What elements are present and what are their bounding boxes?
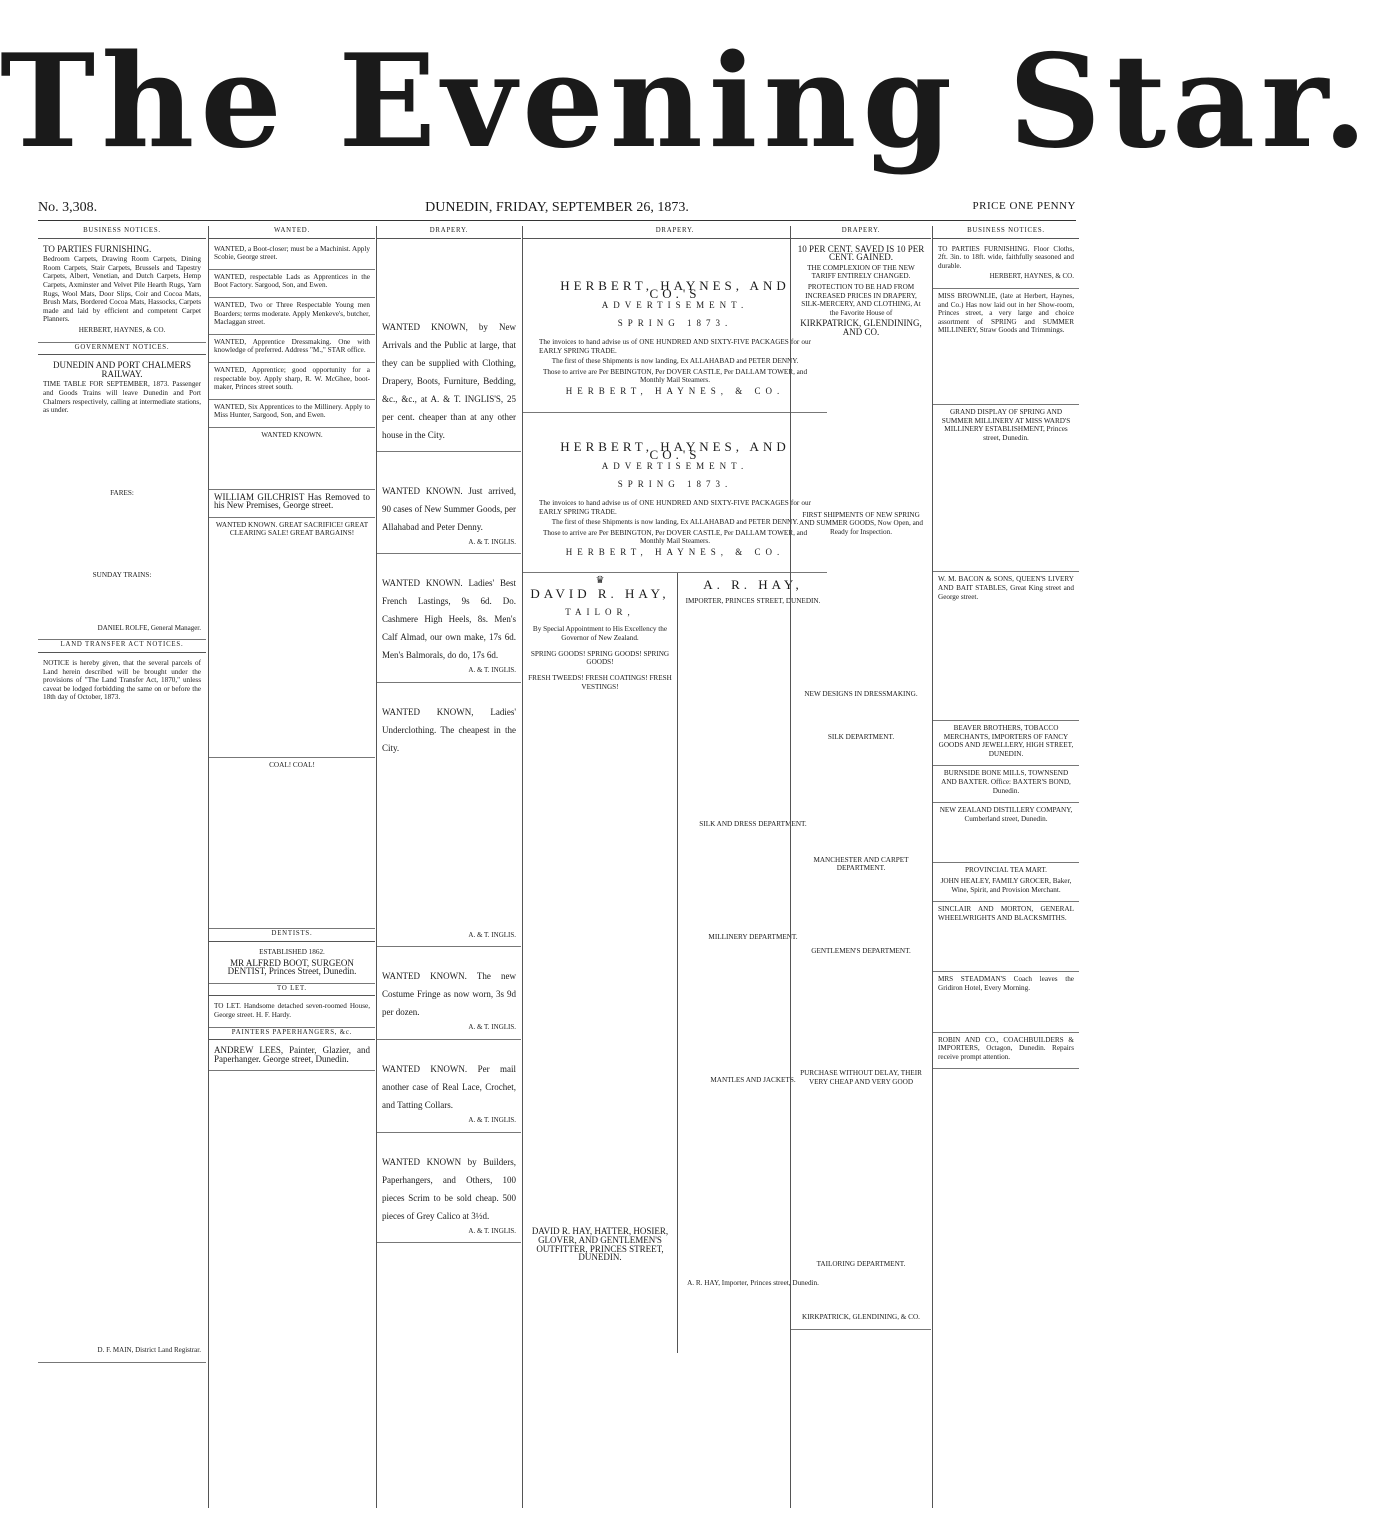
- ad-body: SPRING GOODS! SPRING GOODS! SPRING GOODS!: [530, 649, 670, 667]
- ad-body: ROBIN AND CO., COACHBUILDERS & IMPORTERS, Octagon, Dunedin. Repairs receive prompt attention.: [938, 1035, 1074, 1061]
- ad-subtitle: ADVERTISEMENT.: [601, 299, 749, 310]
- advertisement: [933, 863, 1079, 902]
- ad-body: WANTED, Apprentice; good opportunity for a respectable boy. Apply sharp, R. W. McGhee, boot-maker, Princes street south.: [214, 365, 370, 392]
- newspaper-title: The Evening Star.: [0, 27, 1373, 177]
- ad-subtitle: TAILORING DEPARTMENT.: [816, 1260, 906, 1269]
- advertisement: [377, 554, 521, 683]
- ad-text-block: [938, 924, 1074, 964]
- ad-text-block: [938, 603, 1074, 713]
- ad-subtitle: ADVERTISEMENT.: [601, 460, 749, 471]
- ad-text-block: [214, 442, 370, 482]
- dateline: [38, 200, 1076, 221]
- ad-body: WANTED KNOWN. Per mail another case of Real Lace, Crochet, and Tatting Collars.: [382, 1063, 516, 1110]
- ad-subtitle: SPRING 1873.: [617, 479, 733, 490]
- ad-subtitle: TAILOR,: [565, 606, 635, 617]
- advertisement: [933, 766, 1079, 803]
- ad-body: JOHN HEALEY, FAMILY GROCER, Baker, Wine, Spirit, and Provision Merchant.: [940, 877, 1072, 894]
- column-heading: BUSINESS NOTICES.: [933, 226, 1079, 239]
- advertisement: [377, 947, 521, 1040]
- ad-text-block: [214, 771, 370, 921]
- ad-signature: KIRKPATRICK, GLENDINING, & CO.: [802, 1313, 920, 1322]
- column-heading: GOVERNMENT NOTICES.: [38, 343, 206, 356]
- ad-body: WANTED KNOWN. The new Costume Fringe as now worn, 3s 9d per dozen.: [382, 971, 516, 1018]
- ad-body: WANTED KNOWN, by New Arrivals and the Public at large, that they can be supplied with Clothing, Drapery, Boots, Furniture, Bedding, &c., &c., at A. & T. INGLIS'S, 25 per cent. cheaper than at any other house in the City.: [382, 321, 516, 440]
- ad-subtitle: FIRST SHIPMENTS OF NEW SPRING AND SUMMER GOODS, Now Open, and Ready for Inspection.: [799, 510, 923, 536]
- ad-title: PROVINCIAL TEA MART.: [965, 866, 1047, 875]
- ad-text-block: [796, 1271, 926, 1311]
- ad-body: WANTED, respectable Lads as Apprentices in the Boot Factory. Sargood, Son, and Ewen.: [214, 272, 370, 290]
- advertisement: [933, 572, 1079, 721]
- ad-body: WANTED, Six Apprentices to the Millinery. Apply to Miss Hunter, Sargood, Son, and Ewen.: [214, 402, 370, 420]
- ad-body: WANTED KNOWN. Just arrived, 90 cases of New Summer Goods, per Allahabad and Peter Denny.: [382, 485, 516, 532]
- ad-subtitle: GENTLEMEN'S DEPARTMENT.: [811, 946, 911, 955]
- column-heading: DRAPERY.: [523, 226, 827, 239]
- column-heading: TO LET.: [209, 984, 375, 997]
- ad-text-block: [796, 744, 926, 854]
- ad-body: The first of these Shipments is now landing, Ex ALLAHABAD and PETER DENNY.: [551, 518, 799, 527]
- ad-body: NEW ZEALAND DISTILLERY COMPANY, Cumberland street, Dunedin.: [939, 806, 1073, 823]
- ad-subtitle: MILLINERY DEPARTMENT.: [708, 933, 798, 942]
- ad-title: A. R. HAY,: [703, 577, 803, 593]
- ad-subtitle: SPRING 1873.: [617, 318, 733, 329]
- ad-signature: A. & T. INGLIS.: [468, 930, 516, 939]
- ad-body: WANTED KNOWN. Ladies' Best French Lastings, 9s 6d. Do. Cashmere High Heels, 8s. Men's Calf Almad, our own make, 17s 6d. Men's Balmorals, do do, 17s 6d.: [382, 578, 516, 661]
- ad-body: GRAND DISPLAY OF SPRING AND SUMMER MILLINERY AT MISS WARD'S MILLINERY ESTABLISHMENT, Princes street, Dunedin.: [941, 407, 1071, 442]
- ad-body: BEAVER BROTHERS, TOBACCO MERCHANTS, IMPORTERS OF FANCY GOODS AND JEWELLERY, HIGH STREET, DUNEDIN.: [938, 724, 1074, 758]
- ad-body: TO LET. Handsome detached seven-roomed House, George street. H. F. Hardy.: [214, 1002, 370, 1020]
- advertisement: [377, 1040, 521, 1133]
- ad-body: PROTECTION TO BE HAD FROM INCREASED PRICES IN DRAPERY, SILK-MERCERY, AND CLOTHING, At the Favorite House of: [801, 282, 921, 317]
- ad-signature: D. F. MAIN, District Land Registrar.: [97, 1346, 201, 1355]
- ad-text-block: [796, 538, 926, 688]
- david-hay-ad: [523, 573, 678, 1353]
- ad-text-block: [938, 825, 1074, 855]
- advertisement: [209, 363, 375, 400]
- ad-body: The invoices to hand advise us of ONE HUNDRED AND SIXTY-FIVE PACKAGES for our EARLY SPRING TRADE.: [539, 498, 811, 516]
- ad-body: WANTED KNOWN. GREAT SACRIFICE! GREAT CLEARING SALE! GREAT BARGAINS!: [215, 520, 369, 538]
- ad-body: NOTICE is hereby given, that the several parcels of Land herein described will be brought under the provisions of "The Land Transfer Act, 1870," unless caveat be lodged forbidding the same on or before the 18th day of October, 1873.: [43, 659, 201, 702]
- advertisement: [209, 945, 375, 984]
- advertisement: [933, 721, 1079, 766]
- ad-body: MISS BROWNLIE, (late at Herbert, Haynes, and Co.) Has now laid out in her Show-room, Princes street, a very large and choice assortment of SPRING and SUMMER MILLINERY, Straw Goods and Trimmings.: [938, 291, 1074, 335]
- ad-body: Those to arrive are Per BEBINGTON, Per DOVER CASTLE, Per DALLAM TOWER, and Monthly Mail Steamers.: [542, 528, 808, 546]
- ad-body: TO PARTIES FURNISHING. Floor Cloths, 2ft. 3in. to 18ft. wide, faithfully seasoned and durable.: [938, 244, 1074, 270]
- ad-title: DAVID R. HAY,: [530, 586, 670, 602]
- ad-subtitle: THE COMPLEXION OF THE NEW TARIFF ENTIRELY CHANGED.: [807, 263, 915, 281]
- ad-body: Those to arrive are Per BEBINGTON, Per DOVER CASTLE, Per DALLAM TOWER, and Monthly Mail Steamers.: [542, 367, 808, 385]
- ad-text-block: [796, 701, 926, 731]
- advertisement: [933, 405, 1079, 572]
- ad-subtitle: MANCHESTER AND CARPET DEPARTMENT.: [813, 855, 909, 873]
- ad-body: WANTED, Two or Three Respectable Young men Boarders; terms moderate. Apply Menkeve's, butcher, Maclaggan street.: [214, 300, 370, 327]
- sunday-block: [43, 582, 201, 622]
- ad-signature: A. & T. INGLIS.: [468, 1226, 516, 1235]
- ad-text-block: [938, 337, 1074, 397]
- issue-date: DUNEDIN, FRIDAY, SEPTEMBER 26, 1873.: [425, 200, 689, 215]
- ad-text-block: [796, 875, 926, 945]
- ad-text-block: [796, 1088, 926, 1258]
- hay-ads: [523, 573, 827, 1353]
- ad-signature: HERBERT, HAYNES, & CO.: [565, 546, 785, 557]
- timetable-block: [43, 417, 201, 487]
- advertisement: [209, 335, 375, 363]
- ad-signature: HERBERT, HAYNES, & CO.: [78, 325, 166, 334]
- advertisement: [209, 428, 375, 490]
- ad-subtitle: SUNDAY TRAINS:: [92, 571, 152, 580]
- advertisement: [209, 298, 375, 335]
- ad-title: 10 PER CENT. SAVED IS 10 PER CENT. GAINED.: [797, 243, 925, 263]
- column-heading: LAND TRANSFER ACT NOTICES.: [38, 640, 206, 653]
- ad-body: TIME TABLE FOR SEPTEMBER, 1873. Passenger and Goods Trains will leave Dunedin and Port Chalmers respectively, calling at intermediate stations, as under.: [43, 380, 201, 415]
- column-heading: WANTED.: [209, 226, 375, 239]
- ad-subtitle: PURCHASE WITHOUT DELAY, THEIR VERY CHEAP AND VERY GOOD: [800, 1069, 922, 1086]
- advertisement: [933, 902, 1079, 972]
- ad-subtitle: IMPORTER, PRINCES STREET, DUNEDIN.: [685, 597, 821, 606]
- ad-body: WANTED, Apprentice Dressmaking. One with knowledge of preferred. Address "M.," STAR office.: [214, 337, 370, 355]
- advertisement: [933, 289, 1079, 405]
- ad-signature: DAVID R. HAY, HATTER, HOSIER, GLOVER, AND GENTLEMEN'S OUTFITTER, PRINCES STREET, DUNEDIN.: [531, 1226, 669, 1263]
- issue-number: No. 3,308.: [38, 200, 98, 215]
- ad-subtitle: SILK DEPARTMENT.: [827, 732, 895, 741]
- ad-body: Bedroom Carpets, Drawing Room Carpets, Dining Room Carpets, Stair Carpets, Brussels and Tapestry Carpets, Albert, Venetian, and Dutch Carpets, Hemp Carpets, Axminster and Velvet Pile Hearth Rugs, Yarn Rugs, Wool Mats, Door Slips, Coir and Cocoa Mats, Brush Mats, Bordered Cocoa Mats, Hassocks, Carpets made and laid by efficient and competent Carpet Planners.: [43, 255, 201, 324]
- ad-body: WILLIAM GILCHRIST Has Removed to his New Premises, George street.: [214, 491, 370, 511]
- ad-title: TO PARTIES FURNISHING.: [43, 243, 152, 254]
- advertisement: [38, 242, 206, 343]
- ad-body: WANTED KNOWN, Ladies' Underclothing. The cheapest in the City.: [382, 706, 516, 753]
- advertisement: [377, 242, 521, 452]
- masthead: [0, 0, 1373, 190]
- ad-body: MRS STEADMAN'S Coach leaves the Gridiron Hotel, Every Morning.: [938, 975, 1074, 992]
- ad-body: BURNSIDE BONE MILLS, TOWNSEND AND BAXTER. Office: BAXTER'S BOND, Dunedin.: [941, 769, 1071, 795]
- column-heading: DRAPERY.: [791, 226, 931, 239]
- ad-signature: HERBERT, HAYNES, & CO.: [989, 272, 1074, 281]
- advertisement: [523, 242, 827, 413]
- ad-signature: A. & T. INGLIS.: [468, 537, 516, 546]
- land-parcels-block: [43, 704, 201, 1344]
- advertisement: [791, 242, 931, 1330]
- column-3: [376, 226, 521, 1508]
- ad-title: KIRKPATRICK, GLENDINING, AND CO.: [800, 318, 922, 337]
- column-6: [932, 226, 1079, 1508]
- ad-body: WANTED KNOWN by Builders, Paperhangers, and Others, 100 pieces Scrim to be sold cheap. 500 pieces of Grey Calico at 3½d.: [382, 1156, 516, 1221]
- ad-title: HERBERT, HAYNES, AND CO.'S: [560, 438, 790, 463]
- ad-subtitle: FARES:: [110, 488, 134, 497]
- advertisement: [377, 683, 521, 948]
- ad-text-block: [796, 957, 926, 1067]
- ad-text-block: [796, 339, 926, 509]
- advertisement: [209, 999, 375, 1027]
- advertisement: [523, 413, 827, 574]
- ad-signature: A. & T. INGLIS.: [468, 666, 516, 675]
- advertisement: [209, 758, 375, 930]
- ad-text-block: [382, 759, 516, 929]
- ad-body: MR ALFRED BOOT, SURGEON DENTIST, Princes Street, Dunedin.: [227, 957, 357, 977]
- ad-body: By Special Appointment to His Excellency the Governor of New Zealand.: [532, 625, 668, 642]
- ad-text-block: [938, 444, 1074, 564]
- advertisement: [209, 242, 375, 270]
- columns: [38, 226, 1078, 1508]
- ad-subtitle: ESTABLISHED 1862.: [259, 948, 325, 957]
- advertisement: [209, 490, 375, 518]
- ad-body: FRESH TWEEDS! FRESH COATINGS! FRESH VESTINGS!: [528, 674, 672, 691]
- advertisement: [38, 656, 206, 1363]
- royal-arms-icon: ♛: [595, 575, 605, 587]
- ad-subtitle: SILK AND DRESS DEPARTMENT.: [699, 820, 807, 829]
- advertisement: [377, 452, 521, 555]
- ad-body: W. M. BACON & SONS, QUEEN'S LIVERY AND BAIT STABLES, Great King street and George street.: [938, 575, 1074, 601]
- issue-price: PRICE ONE PENNY: [972, 200, 1076, 212]
- advertisement: [933, 1033, 1079, 1070]
- advertisement: [209, 270, 375, 298]
- column-5: [790, 226, 931, 1508]
- ad-subtitle: MANTLES AND JACKETS.: [710, 1076, 796, 1085]
- ad-title: HERBERT, HAYNES, AND CO.'S: [560, 277, 790, 302]
- ad-body: The invoices to hand advise us of ONE HUNDRED AND SIXTY-FIVE PACKAGES for our EARLY SPRING TRADE.: [539, 337, 811, 355]
- column-1: [38, 226, 206, 1508]
- ad-text-block: [214, 540, 370, 750]
- advertisement: [209, 518, 375, 758]
- ad-subtitle: NEW DESIGNS IN DRESSMAKING.: [804, 690, 918, 699]
- ad-signature: HERBERT, HAYNES, & CO.: [565, 385, 785, 396]
- ad-signature: DANIEL ROLFE, General Manager.: [97, 623, 201, 632]
- column-heading: BUSINESS NOTICES.: [38, 226, 206, 239]
- column-heading: DRAPERY.: [377, 226, 521, 239]
- advertisement: [933, 972, 1079, 1032]
- ad-body: WANTED, a Boot-closer; must be a Machinist. Apply Scobie, George street.: [214, 244, 370, 262]
- ad-body: The first of these Shipments is now landing, Ex ALLAHABAD and PETER DENNY.: [551, 357, 799, 366]
- ad-text-block: [938, 995, 1074, 1025]
- ad-text-block: [527, 698, 673, 1218]
- advertisement: [38, 358, 206, 640]
- advertisement: [377, 1133, 521, 1244]
- ad-body: ANDREW LEES, Painter, Glazier, and Paperhanger. George street, Dunedin.: [214, 1045, 370, 1064]
- column-2: [208, 226, 375, 1508]
- ad-signature: A. R. HAY, Importer, Princes street, Dunedin.: [687, 1279, 819, 1288]
- advertisement: [933, 242, 1079, 289]
- fares-block: [43, 499, 201, 569]
- advertisement: [209, 400, 375, 428]
- advertisement: [933, 803, 1079, 863]
- column-heading: PAINTERS PAPERHANGERS, &c.: [209, 1028, 375, 1041]
- ad-signature: A. & T. INGLIS.: [468, 1115, 516, 1124]
- column-heading: DENTISTS.: [209, 929, 375, 942]
- ad-body: SINCLAIR AND MORTON, GENERAL WHEELWRIGHTS AND BLACKSMITHS.: [938, 905, 1074, 922]
- ad-title: COAL! COAL!: [269, 760, 315, 769]
- ad-signature: A. & T. INGLIS.: [468, 1023, 516, 1032]
- ad-title: DUNEDIN AND PORT CHALMERS RAILWAY.: [52, 360, 192, 379]
- column-4: [522, 226, 827, 1508]
- ad-title: WANTED KNOWN.: [261, 430, 323, 439]
- advertisement: [209, 1043, 375, 1071]
